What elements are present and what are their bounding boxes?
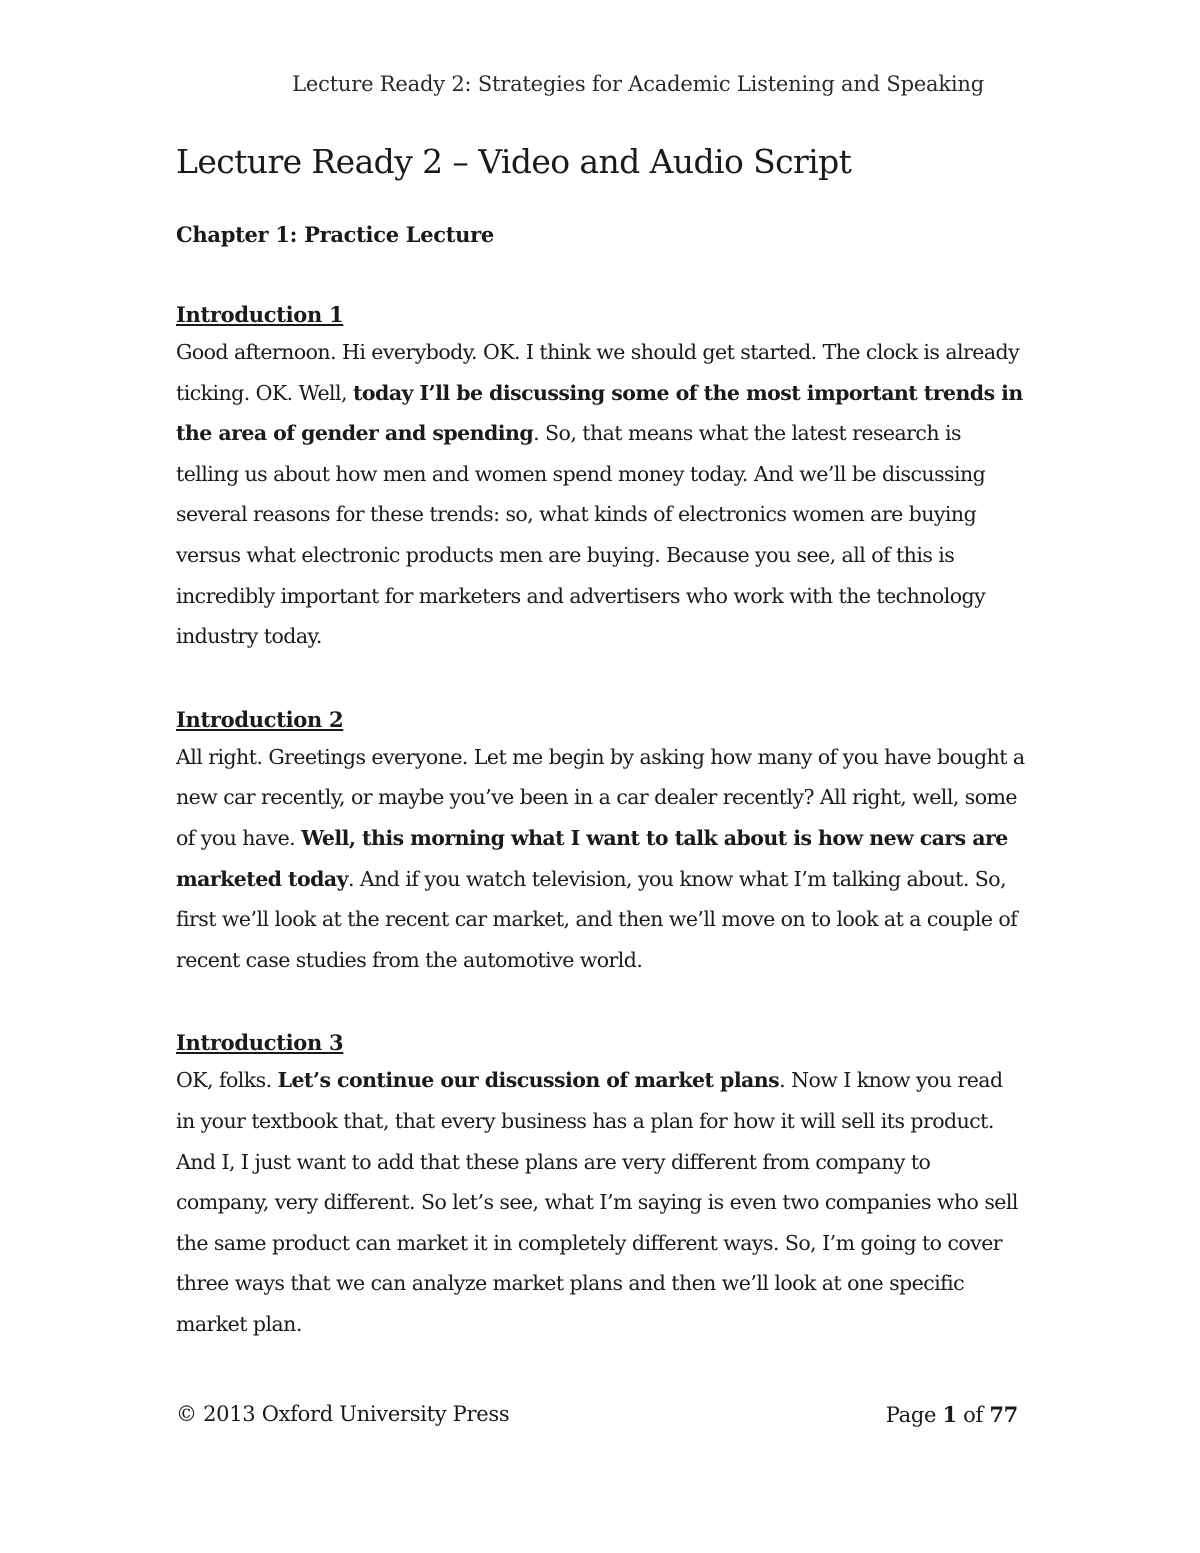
section-heading: Introduction 2	[176, 706, 344, 732]
page-prefix: Page	[885, 1403, 943, 1427]
key-statement: Let’s continue our discussion of market plans	[277, 1068, 780, 1093]
section-introduction-1	[176, 300, 1026, 657]
section-paragraph	[176, 1060, 1026, 1344]
section-heading: Introduction 3	[176, 1030, 344, 1056]
page-content	[176, 140, 1026, 1344]
total-pages: 77	[989, 1402, 1018, 1427]
section-introduction-2	[176, 705, 1026, 981]
running-header: Lecture Ready 2: Strategies for Academic Listening and Speaking	[292, 72, 984, 96]
paragraph-text: . Now I know you read in your textbook that, that every business has a plan for how it will sell its product. And I, I just want to add that these plans are very different from company to company, very different. So let’s see, what I’m saying is even two companies who sell the same product can market it in completely different ways. So, I’m going to cover three ways that we can analyze market plans and then we’ll look at one specific market plan.	[176, 1068, 1018, 1336]
page-title: Lecture Ready 2 – Video and Audio Script	[176, 142, 852, 181]
key-statement: today I’ll be discussing some of the most important trends in the area of gender and spending	[176, 380, 1023, 446]
section-heading: Introduction 1	[176, 302, 344, 327]
paragraph-text: All right. Greetings everyone. Let me begin by asking how many of you have bought a new car recently, or maybe you’ve been in a car dealer recently? All right, well, some of you have.	[176, 744, 1025, 850]
section-paragraph	[176, 332, 1026, 657]
footer-copyright: © 2013 Oxford University Press	[176, 1402, 510, 1426]
key-statement: Well, this morning what I want to talk about is how new cars are marketed today	[176, 825, 1008, 891]
paragraph-text: . And if you watch television, you know what I’m talking about. So, first we’ll look at the recent car market, and then we’ll move on to look at a couple of recent case studies from the automotive world.	[176, 866, 1018, 972]
section-paragraph	[176, 737, 1026, 981]
paragraph-text: . So, that means what the latest research is telling us about how men and women spend money today. And we’ll be discussing several reasons for these trends: so, what kinds of electronics women are buying versus what electronic products men are buying. Because you see, all of this is incredibly important for marketers and advertisers who work with the technology industry today.	[176, 421, 986, 649]
paragraph-text: OK, folks.	[176, 1068, 278, 1093]
chapter-title: Chapter 1: Practice Lecture	[176, 222, 494, 247]
paragraph-text: Good afternoon. Hi everybody. OK. I think we should get started. The clock is already ticking. OK. Well,	[176, 340, 1020, 405]
page-separator: of	[956, 1403, 990, 1427]
footer-page-number	[886, 1402, 1018, 1427]
current-page: 1	[942, 1402, 957, 1427]
section-introduction-3	[176, 1028, 1026, 1344]
